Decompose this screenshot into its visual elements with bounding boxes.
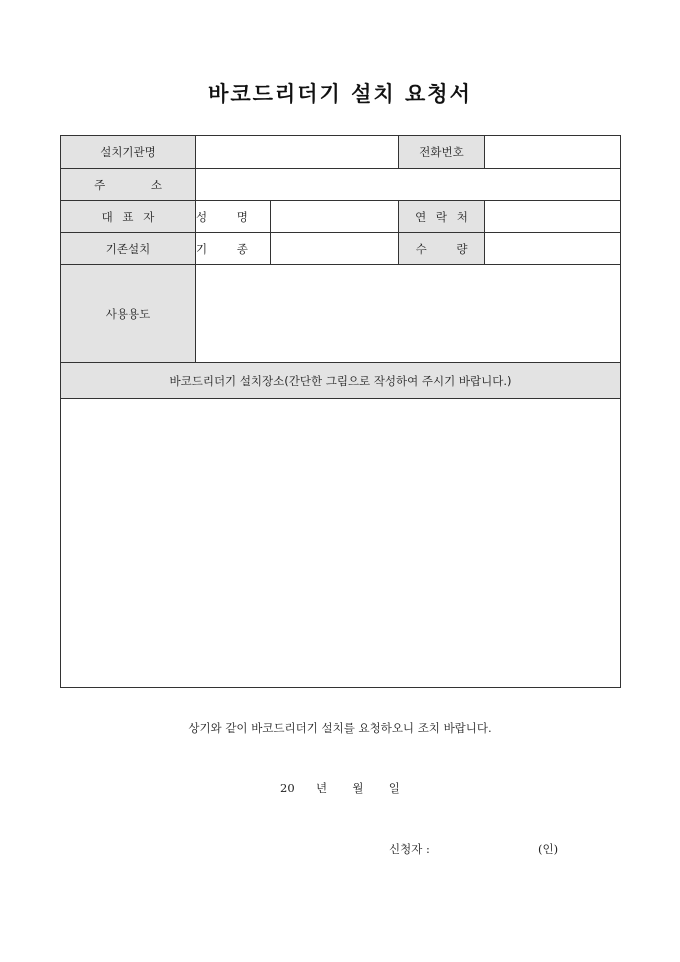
name-field[interactable] — [271, 201, 399, 233]
name-label: 성 명 — [196, 201, 271, 233]
form-row-address — [61, 169, 621, 201]
quantity-field[interactable] — [485, 233, 621, 265]
model-field[interactable] — [271, 233, 399, 265]
model-label: 기 종 — [196, 233, 271, 265]
phone-label: 전화번호 — [399, 136, 485, 169]
date-year-label: 년 — [315, 781, 328, 795]
location-header: 바코드리더기 설치장소(간단한 그림으로 작성하여 주시기 바랍니다.) — [61, 363, 621, 399]
institution-label: 설치기관명 — [61, 136, 196, 169]
form-row-institution — [61, 136, 621, 169]
request-statement: 상기와 같이 바코드리더기 설치를 요청하오니 조치 바랍니다. — [188, 721, 492, 735]
form-row-existing — [61, 233, 621, 265]
address-label: 주 소 — [61, 169, 196, 201]
phone-field[interactable] — [485, 136, 621, 169]
form-row-usage — [61, 265, 621, 363]
quantity-label: 수 량 — [399, 233, 485, 265]
contact-field[interactable] — [485, 201, 621, 233]
contact-label: 연 락 처 — [399, 201, 485, 233]
seal-label: (인) — [538, 842, 559, 856]
institution-field[interactable] — [196, 136, 399, 169]
form-row-location-drawing — [61, 399, 621, 688]
form-row-location-header — [61, 363, 621, 399]
existing-label: 기존설치 — [61, 233, 196, 265]
page-title: 바코드리더기 설치 요청서 — [208, 81, 472, 106]
applicant-label: 신청자 : — [389, 842, 430, 856]
representative-label: 대 표 자 — [61, 201, 196, 233]
date-day-label: 일 — [388, 781, 400, 795]
date-line — [280, 780, 400, 796]
location-drawing-area[interactable] — [61, 399, 621, 688]
address-field[interactable] — [196, 169, 621, 201]
date-month-label: 월 — [352, 781, 364, 795]
date-year: 20 — [280, 781, 295, 795]
usage-label: 사용용도 — [61, 265, 196, 363]
form-row-representative — [61, 201, 621, 233]
request-form-table — [60, 135, 621, 688]
usage-field[interactable] — [196, 265, 621, 363]
